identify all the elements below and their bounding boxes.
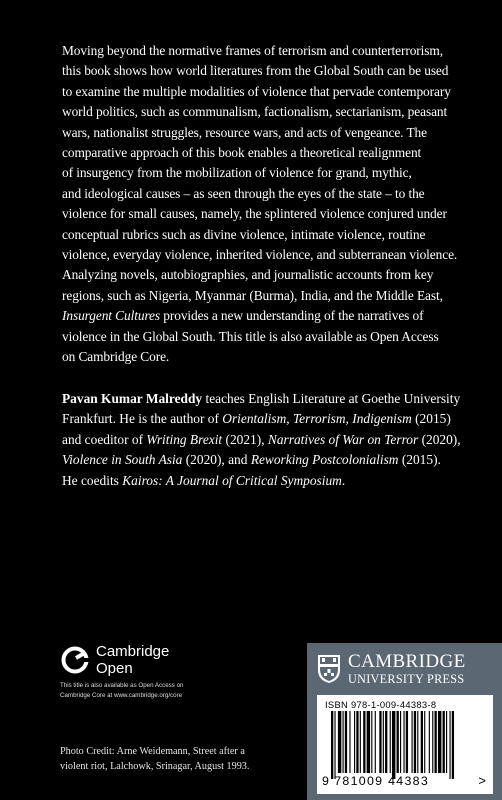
barcode-stripe [403, 711, 404, 773]
cambridge-open-logo [60, 643, 169, 677]
barcode-stripe [349, 711, 350, 773]
barcode-stripe [371, 711, 372, 773]
barcode-chevron: > [478, 773, 486, 788]
blurb-line: of insurgency from the mobilization of violence for grand, mythic, [62, 165, 412, 181]
blurb-line: Insurgent Cultures provides a new understanding of the narratives of [62, 308, 424, 324]
blurb-line: Moving beyond the normative frames of terrorism and counterterrorism, [62, 43, 443, 58]
barcode-stripe [443, 711, 445, 773]
barcode-stripe [449, 711, 450, 779]
barcode-stripe [421, 711, 423, 773]
barcode-stripe [392, 711, 395, 779]
blurb-line: violence, everyday violence, inherited violence, and subterranean violence. [62, 247, 458, 263]
blurb-line: and ideological causes – as seen through the eyes of the state – to the [62, 185, 425, 201]
open-access-note: This title is also available as Open Access on Cambridge Core at www.cambridge.org/core [60, 682, 184, 699]
blurb-line: violence in the Global South. This title is also available as Open Access [62, 328, 439, 344]
barcode-stripe [417, 711, 418, 773]
barcode-stripe [406, 711, 408, 773]
barcode-stripe [367, 711, 370, 773]
author-bio: Pavan Kumar Malreddy teaches English Literature at Goethe University Frankfurt. He is the author of Orientalism, Terrorism, Indigenism (2015) and coeditor of Writing Brexit (2021), Narratives of War on Terror (2020), Violence in South Asia (2020), and Reworking Postcolonialism (2015). He coedits Kairos: A Journal of Critical Symposium. [62, 391, 461, 488]
barcode-stripe [375, 711, 376, 773]
cambridge-university-press-logo [317, 652, 466, 686]
blurb-line: comparative approach of this book enables a theoretical realignment [62, 145, 422, 161]
barcode-stripe [435, 711, 437, 773]
blurb-line: to examine the multiple modalities of violence that pervade contemporary [62, 83, 451, 99]
cambridge-open-line1: Cambridge [96, 643, 170, 660]
barcode-stripe [446, 711, 447, 773]
barcode-stripe [338, 711, 341, 773]
barcode-stripe [363, 711, 365, 773]
barcode-stripe [412, 711, 413, 773]
barcode-stripe [383, 711, 384, 773]
barcode-stripe [400, 711, 401, 773]
barcode-bars [331, 711, 481, 779]
isbn-barcode [317, 695, 493, 794]
publisher-panel [307, 643, 502, 800]
blurb-line: wars, nationalist struggles, resource wars, and acts of vengeance. The [62, 124, 427, 140]
barcode-stripe [438, 711, 441, 773]
publisher-subname: UNIVERSITY PRESS [348, 672, 465, 686]
blurb-line: on Cambridge Core. [62, 349, 170, 365]
barcode-stripe [424, 711, 425, 773]
barcode-stripe [356, 711, 358, 773]
blurb-line: world politics, such as communalism, factionalism, sectarianism, peasant [62, 104, 448, 120]
barcode-stripe [334, 711, 335, 779]
barcode-stripe [354, 711, 355, 773]
barcode-stripe [385, 711, 387, 773]
blurb-line: this book shows how world literatures from the Global South can be used [62, 63, 449, 79]
blurb-line: conceptual rubrics such as divine violence, intimate violence, routine [62, 226, 426, 242]
barcode-stripe [331, 711, 333, 779]
book-title: Insurgent Cultures [62, 308, 161, 324]
crest-icon [317, 654, 341, 684]
barcode-stripe [414, 711, 416, 773]
barcode-stripe [360, 711, 361, 773]
barcode-digits: 9 781009 44383 [322, 774, 430, 788]
barcode-stripe [429, 711, 430, 773]
cambridge-open-line2: Open [96, 660, 133, 677]
barcode-stripe [343, 711, 344, 773]
blurb-line: violence for small causes, namely, the splintered violence conjured under [62, 206, 447, 222]
photo-credit: Photo Credit: Arne Weidemann, Street after a violent riot, Lalchowk, Srinagar, August 1993. [60, 746, 250, 772]
barcode-stripe [345, 711, 347, 773]
blurb-line: Analyzing novels, autobiographies, and journalistic accounts from key [62, 267, 434, 283]
barcode-stripe [390, 711, 391, 773]
barcode-stripe [452, 711, 454, 779]
blurb-line: regions, such as Nigeria, Myanmar (Burma), India, and the Middle East, [62, 287, 443, 303]
barcode-stripe [379, 711, 381, 773]
author-name: Pavan Kumar Malreddy [62, 391, 203, 406]
book-blurb [62, 41, 472, 368]
barcode-stripe [397, 711, 399, 773]
isbn-label: ISBN 978-1-009-44383-8 [325, 699, 437, 710]
publisher-name: CAMBRIDGE [348, 651, 466, 672]
cambridge-open-icon [60, 645, 90, 675]
barcode-stripe [432, 711, 433, 773]
